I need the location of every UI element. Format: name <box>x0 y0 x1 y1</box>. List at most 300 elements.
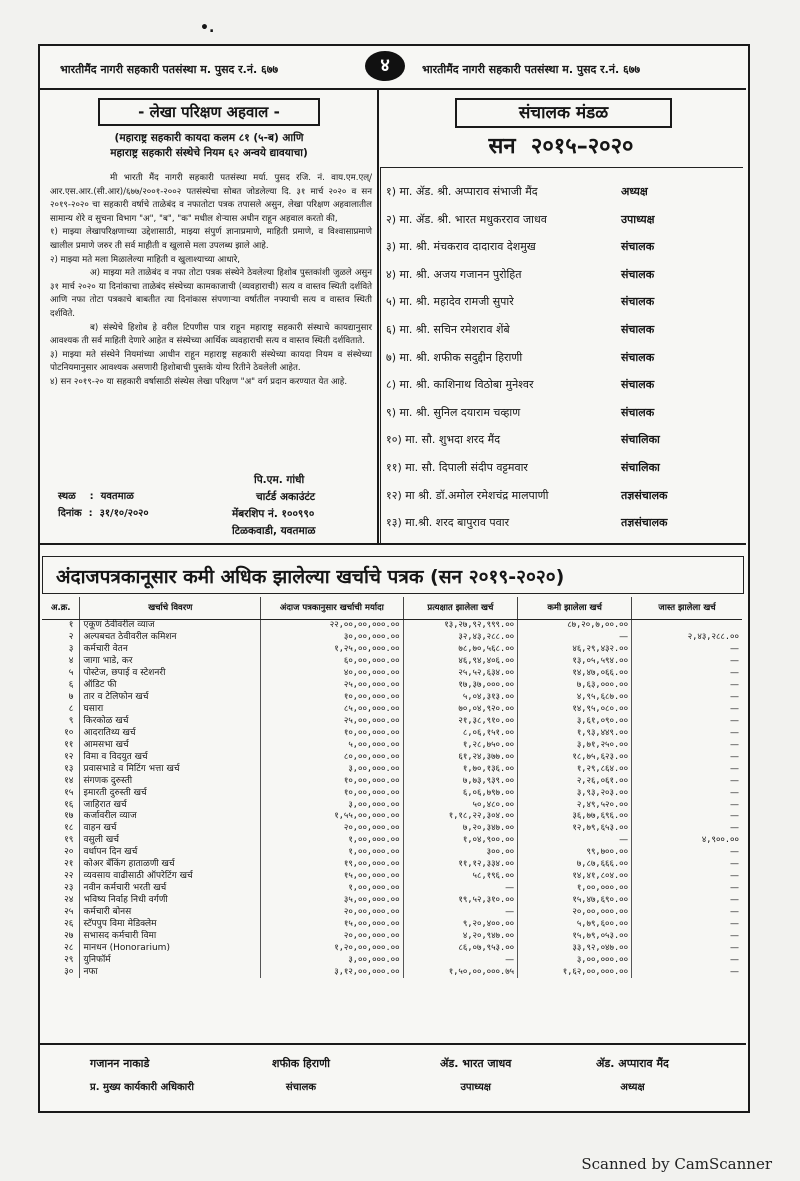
board-member-name: २) मा. ॲड. श्री. भारत मधुकरराव जाधव <box>386 212 547 226</box>
header-left-title: भारतीमैंद नागरी सहकारी पतसंस्था म. पुसद र.नं. ६७७ <box>60 63 279 76</box>
board-member-name: ८) मा. श्री. काशिनाथ विठोबा मुनेश्वर <box>386 378 534 392</box>
less-amount: १८,७५,६२३.०० <box>518 751 632 763</box>
expense-description: पोस्टेज, छपाई व स्टेशनरी <box>80 668 261 680</box>
signatory-block <box>596 1052 669 1100</box>
actual-amount: १३,२७,९२,९९९.०० <box>403 620 518 632</box>
signatory-name: शफीक हिराणी <box>272 1057 330 1070</box>
budget-amount: १,००,०००.०० <box>261 847 403 859</box>
expense-description: ऑडिट फी <box>80 680 261 692</box>
expense-description: मानधन (Honorarium) <box>80 942 261 954</box>
row-number: ११ <box>64 739 74 750</box>
table-row <box>42 799 742 811</box>
excess-amount: — <box>632 847 742 859</box>
board-member-row <box>386 371 738 396</box>
budget-amount: ३,००,०००.०० <box>261 799 403 811</box>
board-member-row <box>386 426 738 451</box>
signatory-title: संचालक <box>285 1082 317 1093</box>
expense-description: संगणक दुरुस्ती <box>80 775 261 787</box>
expense-table-title: अंदाजपत्रकानूसार कमी अधिक झालेल्या खर्चाचे पत्रक (सन २०१९-२०२०) <box>56 566 565 588</box>
table-row <box>42 859 742 871</box>
row-number: २६ <box>64 918 74 929</box>
budget-amount: १०,००,०००.०० <box>261 727 403 739</box>
excess-amount: — <box>632 930 742 942</box>
board-period: सन २०१५–२०२० <box>488 134 634 159</box>
audit-paragraph: १) माझ्या लेखापरिक्षणाच्या उद्देशासाठी, माझ्या संपुर्ण ज्ञानाप्रमाणे, माहिती प्रमाणे, व विश्वासाप्रमाणे खालील प्रमाणे जरुर ती सर्व माहीती व खुलासे मला उपलब्ध झाले आहे. <box>50 227 372 251</box>
excess-amount: — <box>632 716 742 728</box>
excess-amount: २,४३,२८८.०० <box>632 632 742 644</box>
row-number: ९ <box>68 715 74 726</box>
signatory-title: अध्यक्ष <box>620 1082 645 1093</box>
board-member-name: ९) मा. श्री. सुनिल दयाराम चव्हाण <box>386 405 521 419</box>
actual-amount: १९,५२,३१०.०० <box>403 895 518 907</box>
row-number: २७ <box>64 930 74 941</box>
less-amount: ८७,२०,७,००.०० <box>518 620 632 632</box>
excess-amount: — <box>632 871 742 883</box>
audit-paragraph: मी भारती मैंद नागरी सहकारी पतसंस्था मर्या. पुसद रजि. नं. वाय.एम.एल्/आर.एस.आर.(सी.आर)/६७७/२००१-२००२ पतसंस्थेचा सोबत जोडलेल्या दि. ३१ मार्च २०२० व सन २०१९-२०२० चा सहकारी वर्षाचे ताळेबंद व नफातोटा पत्रक तपासले असुन, लेखा परिक्षण अहवालातील सामान्य शेरे व सुचना विभाग "अ", "ब", "क" मधील शेऱ्यास अधीन राहून अहवाल करतो की, <box>50 173 372 224</box>
row-number: २१ <box>64 859 74 870</box>
excess-amount: — <box>632 966 742 978</box>
signatory-block <box>90 1052 194 1100</box>
table-row <box>42 942 742 954</box>
place-label: स्थळ : यवतमाळ <box>58 491 134 502</box>
budget-amount: ५,००,०००.०० <box>261 739 403 751</box>
expense-table-body <box>42 620 742 979</box>
table-row <box>42 787 742 799</box>
budget-amount: ८५,००,०००.०० <box>261 704 403 716</box>
expense-description: स्टॅपपुप विमा मेडिक्लेम <box>80 918 261 930</box>
section-divider <box>40 543 746 545</box>
board-member-row <box>386 509 738 534</box>
row-number: १ <box>68 620 74 631</box>
less-amount: ३,९३,२०३.०० <box>518 787 632 799</box>
excess-amount: — <box>632 942 742 954</box>
actual-amount: ५,०४,३१३.०० <box>403 692 518 704</box>
less-amount: १४,४७,०६६.०० <box>518 668 632 680</box>
row-number: १९ <box>64 835 74 846</box>
less-amount: ३,००,०००.०० <box>518 954 632 966</box>
table-row <box>42 847 742 859</box>
row-number: १० <box>64 727 74 738</box>
board-member-name: ६) मा. श्री. सचिन रमेशराव शेंबे <box>386 323 510 336</box>
row-number: ८ <box>68 704 74 715</box>
row-number: ६ <box>68 680 74 691</box>
auditor-signature-block <box>232 472 374 540</box>
actual-amount: ७,७३,९३९.०० <box>403 775 518 787</box>
row-number: २० <box>64 847 74 858</box>
less-amount: १५,४७,६९०.०० <box>518 895 632 907</box>
less-amount: २,२६,०६१.०० <box>518 775 632 787</box>
board-member-name: १०) मा. सौ. शुभदा शरद मैंद <box>386 433 501 447</box>
board-member-row <box>386 178 738 203</box>
audit-subtitle <box>46 131 372 161</box>
table-row <box>42 823 742 835</box>
board-member-row <box>386 288 738 313</box>
signatory-name: ॲड. भारत जाधव <box>440 1057 512 1070</box>
board-member-role: संचालिका <box>621 433 660 447</box>
audit-paragraph: ४) सन २०१९-२० या सहकारी वर्षासाठी संस्थेस लेखा परिक्षण "अ" वर्ग प्रदान करण्यात येत आहे. <box>50 376 348 387</box>
audit-subtitle-line1: (महाराष्ट्र सहकारी कायदा कलम ८१ (५-ब) आणि <box>114 132 304 144</box>
table-row <box>42 966 742 978</box>
board-member-name: १३) मा.श्री. शरद बापुराव पवार <box>386 516 510 530</box>
excess-amount: — <box>632 692 742 704</box>
audit-subtitle-line2: महाराष्ट्र सहकारी संस्थेचे नियम ६२ अन्वये द्यावयाचा) <box>110 147 308 159</box>
row-number: २ <box>68 632 74 643</box>
expense-description: व्यवसाय वाढीसाठी ऑपरेटिंग खर्च <box>80 871 261 883</box>
expense-description: सभासद कर्मचारी विमा <box>80 930 261 942</box>
expense-description: आदरातिथ्य खर्च <box>80 727 261 739</box>
less-amount: ३,६१,०९०.०० <box>518 716 632 728</box>
row-number: २८ <box>64 942 74 953</box>
budget-amount: २५,००,०००.०० <box>261 680 403 692</box>
budget-amount: ३,००,०००.०० <box>261 954 403 966</box>
excess-amount: ४,९००.०० <box>632 835 742 847</box>
less-amount: १,००,०००.०० <box>518 883 632 895</box>
table-row <box>42 918 742 930</box>
signatory-block <box>440 1052 511 1100</box>
table-row <box>42 811 742 823</box>
actual-amount: १,५०,००,०००.७५ <box>403 966 518 978</box>
budget-amount: १,५५,००,०००.०० <box>261 811 403 823</box>
row-number: १६ <box>64 799 74 810</box>
actual-amount: — <box>403 883 518 895</box>
excess-amount: — <box>632 859 742 871</box>
board-member-role: संचालक <box>621 323 655 336</box>
auditor-title: चार्टर्ड अकाउंटंट <box>256 491 316 503</box>
budget-amount: ३,००,०००.०० <box>261 763 403 775</box>
expense-description: तार व टेलिफोन खर्च <box>80 692 261 704</box>
expense-description: भविष्य निर्वाह निधी वर्गणी <box>80 895 261 907</box>
budget-amount: १५,००,०००.०० <box>261 871 403 883</box>
top-mark: •. <box>200 20 215 36</box>
budget-amount: ३०,००,०००.०० <box>261 632 403 644</box>
row-number: २३ <box>64 883 74 894</box>
board-member-role: उपाध्यक्ष <box>621 212 655 226</box>
board-member-name: ५) मा. श्री. महादेव रामजी सुपारे <box>386 295 514 309</box>
less-amount: — <box>518 835 632 847</box>
board-member-row <box>386 316 738 341</box>
row-number: २२ <box>64 871 74 882</box>
audit-body <box>50 172 372 390</box>
actual-amount: ६,०६,७९७.०० <box>403 787 518 799</box>
less-amount: ३६,७७,६९६.०० <box>518 811 632 823</box>
table-row <box>42 871 742 883</box>
expense-description: घसारा <box>80 704 261 716</box>
board-member-role: संचालक <box>621 350 655 364</box>
header-right-title: भारतीमैंद नागरी सहकारी पतसंस्था म. पुसद र.नं. ६७७ <box>422 63 641 76</box>
footer-divider <box>40 1043 746 1045</box>
row-number: ५ <box>68 668 74 679</box>
budget-amount: १९,००,०००.०० <box>261 859 403 871</box>
excess-amount: — <box>632 895 742 907</box>
board-member-name: ७) मा. श्री. शफीक सदुद्दीन हिराणी <box>386 350 523 364</box>
table-row <box>42 763 742 775</box>
table-row <box>42 751 742 763</box>
expense-table <box>42 597 742 978</box>
excess-amount: — <box>632 811 742 823</box>
board-member-role: संचालक <box>621 295 655 309</box>
table-row <box>42 620 742 632</box>
table-row <box>42 835 742 847</box>
budget-amount: १५,००,०००.०० <box>261 918 403 930</box>
audit-paragraph: ३) माझ्या मते संस्थेने नियमांच्या आधीन राहून महाराष्ट्र सहकारी संस्थेच्या कायदा नियम व संस्थेच्या पोटनियमानुसार आवश्यक असणारी हिशोबाची पुस्तके योग्य रितीने ठेवलेली आहेत. <box>50 349 372 374</box>
actual-amount: ५८,१९६.०० <box>403 871 518 883</box>
auditor-place: टिळकवाडी, यवतमाळ <box>232 525 316 537</box>
budget-amount: २०,००,०००.०० <box>261 907 403 919</box>
board-member-role: संचालक <box>621 240 655 254</box>
budget-amount: २०,००,०००.०० <box>261 823 403 835</box>
signatory-block <box>272 1052 330 1100</box>
col-header-sr: अ.क्र. <box>42 597 80 620</box>
less-amount: १२,७९,६५३.०० <box>518 823 632 835</box>
expense-table-header <box>42 597 742 620</box>
table-row <box>42 930 742 942</box>
actual-amount: ७,२०,३४७.०० <box>403 823 518 835</box>
expense-description: वाहन खर्च <box>80 823 261 835</box>
board-member-row <box>386 399 738 424</box>
less-amount: २,४९,५२०.०० <box>518 799 632 811</box>
table-row <box>42 739 742 751</box>
row-number: १८ <box>64 823 74 834</box>
expense-description: वर्धापन दिन खर्च <box>80 847 261 859</box>
table-row <box>42 895 742 907</box>
actual-amount: १,०४,९००.०० <box>403 835 518 847</box>
board-member-name: ११) मा. सौ. दिपाली संदीप वट्टमवार <box>386 461 528 474</box>
row-number: ७ <box>68 692 74 703</box>
less-amount: ५,७९,६००.०० <box>518 918 632 930</box>
row-number: १७ <box>64 811 74 822</box>
actual-amount: ११,१२,३३४.०० <box>403 859 518 871</box>
row-number: ४ <box>68 656 74 667</box>
budget-amount: ३,१२,००,०००.०० <box>261 966 403 978</box>
signatory-title: प्र. मुख्य कार्यकारी अधिकारी <box>90 1082 194 1093</box>
excess-amount: — <box>632 918 742 930</box>
budget-amount: १,००,०००.०० <box>261 883 403 895</box>
budget-amount: २५,००,०००.०० <box>261 716 403 728</box>
signatory-title: उपाध्यक्ष <box>460 1082 491 1093</box>
expense-description: जागा भाडे, कर <box>80 656 261 668</box>
budget-amount: १,२५,००,०००.०० <box>261 644 403 656</box>
expense-description: जाहिरात खर्च <box>80 799 261 811</box>
row-number: २९ <box>64 954 74 965</box>
less-amount: ४,९५,६८७.०० <box>518 692 632 704</box>
actual-amount: ७०,०४,९२०.०० <box>403 704 518 716</box>
actual-amount: २५,५२,६३४.०० <box>403 668 518 680</box>
budget-amount: १,२०,००,०००.०० <box>261 942 403 954</box>
table-row <box>42 692 742 704</box>
table-row <box>42 668 742 680</box>
less-amount: २०,००,०००.०० <box>518 907 632 919</box>
actual-amount: ३२,४३,२८८.०० <box>403 632 518 644</box>
excess-amount: — <box>632 704 742 716</box>
expense-description: प्रवासभाडे व मिटिंग भत्ता खर्च <box>80 763 261 775</box>
expense-description: एकूण ठेवीवरील व्याज <box>80 620 261 632</box>
expense-description: कर्जावरील व्याज <box>80 811 261 823</box>
row-number: १३ <box>64 763 74 774</box>
expense-description: इमारती दुरुस्ती खर्च <box>80 787 261 799</box>
board-member-row <box>386 344 738 369</box>
expense-description: नवीन कर्मचारी भरती खर्च <box>80 883 261 895</box>
table-row <box>42 883 742 895</box>
actual-amount: १,२८,७५०.०० <box>403 739 518 751</box>
audit-report-title: - लेखा परिक्षण अहवाल - <box>98 98 320 126</box>
excess-amount: — <box>632 727 742 739</box>
less-amount: १३,०५,५९४.०० <box>518 656 632 668</box>
row-number: १२ <box>64 751 74 762</box>
less-amount: ३३,९२,०४७.०० <box>518 942 632 954</box>
board-member-role: तज्ञसंचालक <box>621 488 668 502</box>
excess-amount: — <box>632 763 742 775</box>
page-number-badge: ४ <box>365 51 405 81</box>
table-row <box>42 704 742 716</box>
less-amount: ९९,७००.०० <box>518 847 632 859</box>
expense-description: कर्मचारी वेतन <box>80 644 261 656</box>
excess-amount: — <box>632 954 742 966</box>
less-amount: — <box>518 632 632 644</box>
expense-description: अल्पबचत ठेवीवरील कमिशन <box>80 632 261 644</box>
board-member-role: तज्ञसंचालक <box>621 516 668 530</box>
actual-amount: — <box>403 907 518 919</box>
board-member-role: संचालिका <box>621 461 660 474</box>
expense-description: नफा <box>80 966 261 978</box>
excess-amount: — <box>632 668 742 680</box>
excess-amount: — <box>632 739 742 751</box>
expense-description: कर्मचारी बोनस <box>80 907 261 919</box>
budget-amount: ३५,००,०००.०० <box>261 895 403 907</box>
excess-amount: — <box>632 787 742 799</box>
excess-amount: — <box>632 656 742 668</box>
excess-amount: — <box>632 751 742 763</box>
actual-amount: ४६,९४,४०६.०० <box>403 656 518 668</box>
expense-description: किरकोळ खर्च <box>80 716 261 728</box>
board-member-name: १२) मा श्री. डॉ.अमोल रमेशचंद्र मालपाणी <box>386 488 549 502</box>
signatory-name: ॲड. अप्पाराव मैंद <box>596 1057 669 1070</box>
place-date-block <box>58 488 149 522</box>
board-member-role: अध्यक्ष <box>621 185 648 198</box>
board-member-role: संचालक <box>621 267 655 281</box>
col-header-less: कमी झालेला खर्च <box>518 597 632 620</box>
actual-amount: १७,३७,०००.०० <box>403 680 518 692</box>
expense-description: युनिफॉर्म <box>80 954 261 966</box>
row-number: १५ <box>64 787 74 798</box>
excess-amount: — <box>632 823 742 835</box>
board-title: संचालक मंडळ <box>455 98 672 128</box>
less-amount: १४,९५,०८०.०० <box>518 704 632 716</box>
table-row <box>42 644 742 656</box>
board-member-row <box>386 233 738 258</box>
expense-description: कोअर बँकिंग हाताळणी खर्च <box>80 859 261 871</box>
less-amount: १४,४१,८०४.०० <box>518 871 632 883</box>
actual-amount: ४,२०,९४७.०० <box>403 930 518 942</box>
actual-amount: ३००.०० <box>403 847 518 859</box>
board-member-role: संचालक <box>621 405 655 419</box>
audit-paragraph: अ) माझ्या मते ताळेबंद व नफा तोटा पत्रक संस्थेने ठेवलेल्या हिशोब पुस्तकांशी जुळले असुन ३१ मार्च २०२० या दिनांकाचा ताळेबंद संस्थेच्या कामकाजाची (व्यवहाराची) सत्य व वास्तव स्थिती दर्शविते आणि नफा तोटा पत्रकाचे बाबतीत त्या दिनांकास संपणाऱ्या वर्षातील नफ्याची सत्य व वास्तव स्थिती दर्शविते. <box>50 268 372 319</box>
actual-amount: ७८,७०,५६८.०० <box>403 644 518 656</box>
table-row <box>42 632 742 644</box>
table-row <box>42 775 742 787</box>
actual-amount: ५०,४८०.०० <box>403 799 518 811</box>
excess-amount: — <box>632 907 742 919</box>
board-member-row <box>386 482 738 507</box>
actual-amount: १,७०,१३६.०० <box>403 763 518 775</box>
expense-title-box <box>42 556 744 594</box>
audit-paragraph: २) माझ्या मते मला मिळालेल्या माहिती व खुलाश्याच्या आधारे, <box>50 254 240 265</box>
date-label: दिनांक : ३१/१०/२०२० <box>58 508 149 519</box>
budget-amount: ४०,००,०००.०० <box>261 668 403 680</box>
board-member-row <box>386 206 738 231</box>
board-member-name: ४) मा. श्री. अजय गजानन पुरोहित <box>386 267 522 281</box>
table-row <box>42 680 742 692</box>
actual-amount: ९,२०,४००.०० <box>403 918 518 930</box>
column-divider <box>377 88 379 543</box>
less-amount: ४६,२९,४३२.०० <box>518 644 632 656</box>
excess-amount: — <box>632 883 742 895</box>
board-member-name: ३) मा. श्री. मंचकराव दादाराव देशमुख <box>386 240 536 254</box>
budget-amount: १०,००,०००.०० <box>261 692 403 704</box>
board-member-row <box>386 261 738 286</box>
table-row <box>42 716 742 728</box>
table-row <box>42 656 742 668</box>
excess-amount <box>632 620 742 632</box>
expense-description: विमा व विदयुत खर्च <box>80 751 261 763</box>
expense-description: वसुली खर्च <box>80 835 261 847</box>
auditor-membership: मेंबरशिप नं. १००९९० <box>232 508 315 520</box>
budget-amount: ६०,००,०००.०० <box>261 656 403 668</box>
audit-paragraph: ब) संस्थेचे हिशोब हे वरील टिपणीस पात्र राहून महाराष्ट्र सहकारी संस्थाचे कायद्यानुसार आवश्यक ती सर्व माहिती देणारे आहेत व संस्थेच्या आर्थिक व्यवहाराची सत्य व वास्तव स्थिती दर्शविताते. <box>50 322 372 347</box>
row-number: ३० <box>64 966 74 977</box>
excess-amount: — <box>632 644 742 656</box>
table-row <box>42 954 742 966</box>
excess-amount: — <box>632 775 742 787</box>
less-amount: ३,७१,२५०.०० <box>518 739 632 751</box>
actual-amount: २१,३८,९१०.०० <box>403 716 518 728</box>
actual-amount: ८६,०७,९५३.०० <box>403 942 518 954</box>
header-divider <box>40 88 746 90</box>
actual-amount: — <box>403 954 518 966</box>
row-number: १४ <box>64 775 74 786</box>
auditor-name: पि.एम. गांधी <box>254 474 305 486</box>
board-member-name: १) मा. ॲड. श्री. अप्पाराव संभाजी मैंद <box>386 185 538 198</box>
budget-amount: १,००,०००.०० <box>261 835 403 847</box>
row-number: ३ <box>68 644 74 655</box>
signatory-name: गजानन नाकाडे <box>90 1057 150 1070</box>
less-amount: ७,८७,६६६.०० <box>518 859 632 871</box>
less-amount: १,९३,४४९.०० <box>518 727 632 739</box>
col-header-budget: अंदाज पत्रकानुसार खर्चाची मर्यादा <box>261 597 403 620</box>
actual-amount: १,१८,२२,३०४.०० <box>403 811 518 823</box>
board-member-role: संचालक <box>621 378 655 392</box>
table-row <box>42 727 742 739</box>
row-number: २५ <box>64 906 74 917</box>
less-amount: १,६२,००,०००.०० <box>518 966 632 978</box>
col-header-actual: प्रत्यक्षात झालेला खर्च <box>403 597 518 620</box>
board-member-row <box>386 454 738 479</box>
budget-amount: २०,००,०००.०० <box>261 930 403 942</box>
budget-amount: १०,००,०००.०० <box>261 787 403 799</box>
table-row <box>42 907 742 919</box>
row-number: २४ <box>64 895 74 906</box>
budget-amount: २२,००,००,०००.०० <box>261 620 403 632</box>
expense-description: आमसभा खर्च <box>80 739 261 751</box>
budget-amount: १०,००,०००.०० <box>261 775 403 787</box>
excess-amount: — <box>632 680 742 692</box>
col-header-excess: जास्त झालेला खर्च <box>632 597 742 620</box>
excess-amount: — <box>632 799 742 811</box>
budget-amount: ८०,००,०००.०० <box>261 751 403 763</box>
less-amount: १५,७९,०५३.०० <box>518 930 632 942</box>
less-amount: ७,६३,०००.०० <box>518 680 632 692</box>
col-header-description: खर्चाचे विवरण <box>80 597 261 620</box>
actual-amount: ६१,२४,३७७.०० <box>403 751 518 763</box>
